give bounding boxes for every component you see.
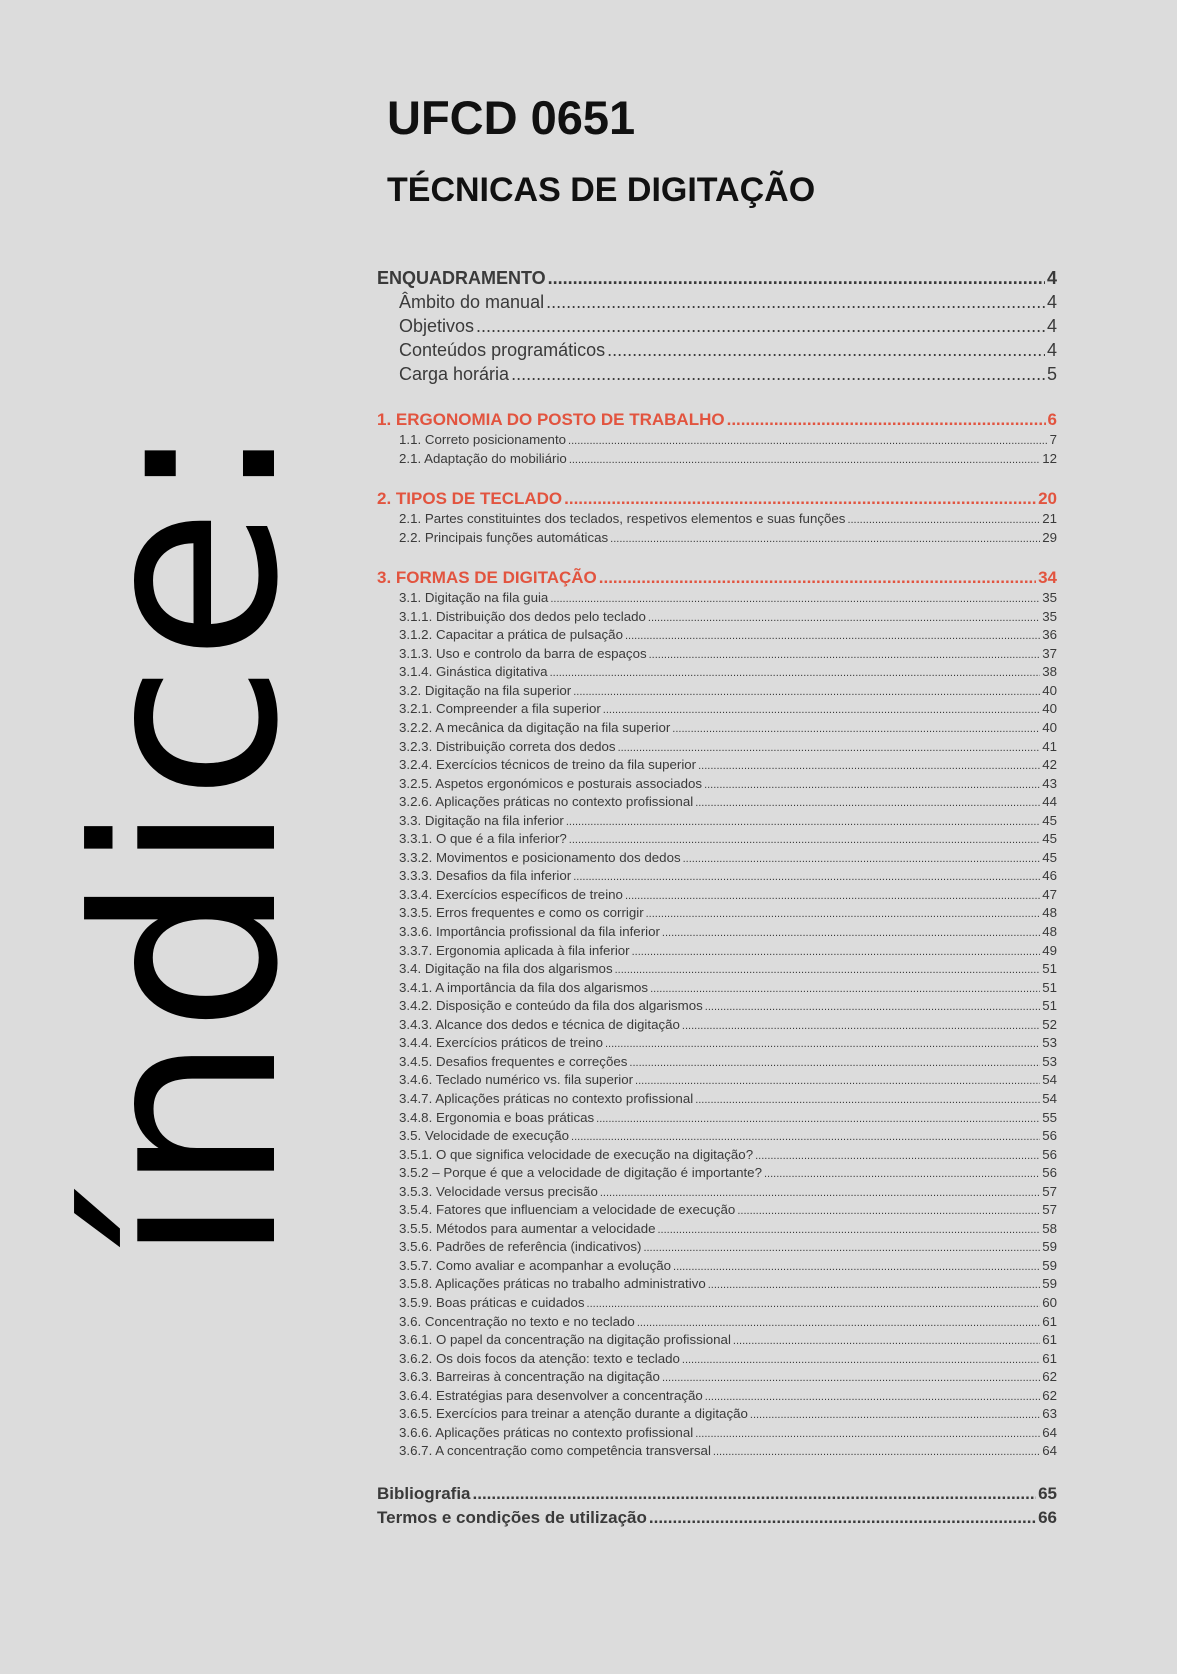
toc-entry-page: 49 <box>1042 942 1057 958</box>
toc-entry[interactable] <box>377 1239 1057 1258</box>
toc-entry-label: 3.2.3. Distribuição correta dos dedos <box>399 738 616 754</box>
toc-entry-label: 3.6.7. A concentração como competência transversal <box>399 1443 711 1459</box>
toc-entry[interactable] <box>377 646 1057 665</box>
table-of-contents <box>377 268 1057 1532</box>
toc-entry-label: 3.3. Digitação na fila inferior <box>399 812 564 828</box>
toc-entry[interactable] <box>377 1484 1057 1508</box>
toc-entry[interactable] <box>377 1054 1057 1073</box>
toc-entry[interactable] <box>377 609 1057 628</box>
toc-entry-page: 56 <box>1042 1165 1057 1181</box>
toc-entry-page: 59 <box>1042 1276 1057 1292</box>
toc-entry-label: 3.5.7. Como avaliar e acompanhar a evolução <box>399 1257 672 1273</box>
toc-entry-page: 64 <box>1042 1424 1057 1440</box>
toc-entry-page: 56 <box>1042 1146 1057 1162</box>
toc-dot-leader <box>649 1508 1036 1528</box>
toc-entry-page: 54 <box>1042 1072 1057 1088</box>
toc-dot-leader <box>550 593 1040 605</box>
toc-entry-label: 3.5. Velocidade de execução <box>399 1128 570 1144</box>
toc-dot-leader <box>603 704 1040 716</box>
toc-dot-leader <box>682 1020 1040 1032</box>
toc-entry-page: 53 <box>1042 1053 1057 1069</box>
toc-entry-label: 1.1. Correto posicionamento <box>399 432 567 447</box>
toc-entry[interactable] <box>377 1406 1057 1425</box>
toc-entry[interactable] <box>377 1221 1057 1240</box>
toc-entry-page: 59 <box>1042 1257 1057 1273</box>
toc-entry-label: Bibliografia <box>377 1483 471 1503</box>
toc-chapter-1-section <box>377 410 1057 469</box>
toc-entry-label: 3.4. Digitação na fila dos algarismos <box>399 961 613 977</box>
toc-entry-label: 3.3.4. Exercícios específicos de treino <box>399 886 623 902</box>
toc-entry-label: 3.4.8. Ergonomia e boas práticas <box>399 1109 595 1125</box>
toc-entry-label: 3.6.1. O papel da concentração na digitação profissional <box>399 1332 731 1348</box>
toc-dot-leader <box>650 983 1040 995</box>
toc-entry-label: 3.3.1. O que é a fila inferior? <box>399 831 567 847</box>
toc-entry-label: ENQUADRAMENTO <box>377 268 546 288</box>
toc-entry[interactable] <box>377 1035 1057 1054</box>
toc-entry-page: 41 <box>1042 738 1057 754</box>
toc-entry[interactable] <box>377 1017 1057 1036</box>
toc-dot-leader <box>605 1038 1040 1050</box>
toc-chapter-2-section <box>377 489 1057 548</box>
toc-entry-page: 61 <box>1042 1350 1057 1366</box>
toc-entry[interactable] <box>377 701 1057 720</box>
toc-entry-label: 3.4.5. Desafios frequentes e correções <box>399 1053 628 1069</box>
toc-entry-page: 45 <box>1042 831 1057 847</box>
toc-entry-label: 3.3.3. Desafios da fila inferior <box>399 868 572 884</box>
toc-entry[interactable] <box>377 1425 1057 1444</box>
toc-entry-label: 2.2. Principais funções automáticas <box>399 529 609 545</box>
toc-entry[interactable] <box>377 568 1057 590</box>
toc-entry-page: 64 <box>1042 1443 1057 1459</box>
toc-entry-page: 53 <box>1042 1035 1057 1051</box>
toc-entry[interactable] <box>377 850 1057 869</box>
toc-dot-leader <box>610 533 1040 545</box>
toc-entry-page: 45 <box>1042 849 1057 865</box>
toc-entry-page: 65 <box>1038 1483 1057 1503</box>
toc-entry-page: 48 <box>1042 905 1057 921</box>
toc-entry-page: 51 <box>1042 998 1057 1014</box>
toc-entry-label: 3.1.4. Ginástica digitativa <box>399 664 548 680</box>
toc-entry-label: 3.5.1. O que significa velocidade de execução na digitação? <box>399 1146 754 1162</box>
toc-entry-label: 3.4.6. Teclado numérico vs. fila superior <box>399 1072 634 1088</box>
toc-entry-page: 34 <box>1038 568 1057 588</box>
toc-entry-page: 38 <box>1042 664 1057 680</box>
toc-entry-page: 51 <box>1042 979 1057 995</box>
toc-entry-label: 3.6.2. Os dois focos da atenção: texto e teclado <box>399 1350 680 1366</box>
toc-dot-leader <box>587 1298 1041 1310</box>
toc-dot-leader <box>615 964 1041 976</box>
toc-dot-leader <box>705 1391 1040 1403</box>
toc-entry-label: 2. TIPOS DE TECLADO <box>377 489 563 509</box>
toc-dot-leader <box>695 1094 1040 1106</box>
toc-entry-label: 3.4.2. Disposição e conteúdo da fila dos algarismos <box>399 998 703 1014</box>
toc-entry-page: 37 <box>1042 645 1057 661</box>
toc-entry[interactable] <box>377 316 1057 340</box>
toc-entry[interactable] <box>377 1332 1057 1351</box>
toc-entry-label: 2.1. Adaptação do mobiliário <box>399 450 567 466</box>
toc-dot-leader <box>625 890 1040 902</box>
toc-dot-leader <box>511 364 1045 385</box>
toc-entry[interactable] <box>377 451 1057 470</box>
toc-entry-label: 3.1. Digitação na fila guia <box>399 590 549 606</box>
toc-dot-leader <box>571 1131 1040 1143</box>
toc-entry-label: 3.5.2 – Porque é que a velocidade de digitação é importante? <box>399 1165 762 1181</box>
toc-entry-page: 51 <box>1042 961 1057 977</box>
toc-entry[interactable] <box>377 1110 1057 1129</box>
toc-entry[interactable] <box>377 776 1057 795</box>
toc-dot-leader <box>847 514 1040 526</box>
toc-entry-page: 62 <box>1042 1369 1057 1385</box>
toc-entry[interactable] <box>377 1184 1057 1203</box>
toc-entry[interactable] <box>377 432 1057 451</box>
toc-entry-page: 54 <box>1042 1090 1057 1106</box>
toc-entry[interactable] <box>377 943 1057 962</box>
toc-entry-page: 48 <box>1042 924 1057 940</box>
toc-entry[interactable] <box>377 757 1057 776</box>
toc-entry-label: 3.1.1. Distribuição dos dedos pelo teclado <box>399 608 646 624</box>
toc-entry-page: 56 <box>1042 1128 1057 1144</box>
toc-entry-page: 21 <box>1042 511 1057 527</box>
toc-dot-leader <box>635 1075 1040 1087</box>
toc-entry-label: 3.2.5. Aspetos ergonómicos e posturais associados <box>399 775 703 791</box>
toc-entry-label: 3.5.6. Padrões de referência (indicativos) <box>399 1239 642 1255</box>
toc-dot-leader <box>564 489 1036 509</box>
toc-entry-page: 7 <box>1049 432 1057 447</box>
toc-entry-label: 3.5.3. Velocidade versus precisão <box>399 1183 598 1199</box>
toc-entry[interactable] <box>377 511 1057 530</box>
toc-entry-page: 57 <box>1042 1183 1057 1199</box>
toc-entry-page: 42 <box>1042 757 1057 773</box>
toc-dot-leader <box>648 612 1040 624</box>
toc-dot-leader <box>705 1001 1040 1013</box>
toc-entry[interactable] <box>377 961 1057 980</box>
toc-entry-page: 63 <box>1042 1406 1057 1422</box>
toc-entry[interactable] <box>377 590 1057 609</box>
toc-dot-leader <box>550 667 1041 679</box>
toc-dot-leader <box>713 1446 1040 1458</box>
toc-entry-label: 3.2.6. Aplicações práticas no contexto profissional <box>399 794 694 810</box>
toc-entry-label: 3.3.5. Erros frequentes e como os corrigir <box>399 905 644 921</box>
toc-entry-label: 3.4.1. A importância da fila dos algarismos <box>399 979 649 995</box>
toc-entry-page: 66 <box>1038 1507 1057 1527</box>
toc-entry-label: 3.6.3. Barreiras à concentração na digitação <box>399 1369 660 1385</box>
toc-entry-label: 3.1.2. Capacitar a prática de pulsação <box>399 627 623 643</box>
toc-dot-leader <box>662 927 1040 939</box>
toc-entry-page: 57 <box>1042 1202 1057 1218</box>
toc-entry-label: Âmbito do manual <box>399 292 545 312</box>
toc-entry[interactable] <box>377 664 1057 683</box>
toc-dot-leader <box>662 1372 1040 1384</box>
toc-intro-section <box>377 268 1057 388</box>
toc-dot-leader <box>607 340 1045 361</box>
toc-entry[interactable] <box>377 739 1057 758</box>
course-title: TÉCNICAS DE DIGITAÇÃO <box>387 171 816 209</box>
toc-entry-page: 29 <box>1042 529 1057 545</box>
toc-entry-label: 3.6. Concentração no texto e no teclado <box>399 1313 635 1329</box>
toc-dot-leader <box>683 853 1041 865</box>
toc-entry-page: 61 <box>1042 1332 1057 1348</box>
toc-entry-page: 40 <box>1042 701 1057 717</box>
toc-entry-page: 58 <box>1042 1220 1057 1236</box>
toc-dot-leader <box>733 1335 1040 1347</box>
toc-dot-leader <box>569 834 1040 846</box>
toc-entry-label: 3.3.7. Ergonomia aplicada à fila inferior <box>399 942 630 958</box>
toc-entry[interactable] <box>377 489 1057 511</box>
toc-entry-page: 55 <box>1042 1109 1057 1125</box>
toc-entry-label: 3.5.8. Aplicações práticas no trabalho administrativo <box>399 1276 706 1292</box>
toc-entry[interactable] <box>377 1165 1057 1184</box>
toc-entry-label: Conteúdos programáticos <box>399 340 606 360</box>
toc-entry-page: 36 <box>1042 627 1057 643</box>
toc-entry-page: 4 <box>1046 316 1057 336</box>
toc-dot-leader <box>750 1409 1040 1421</box>
toc-entry-label: Carga horária <box>399 364 510 384</box>
toc-entry-label: 3.4.7. Aplicações práticas no contexto profissional <box>399 1090 694 1106</box>
toc-entry[interactable] <box>377 1147 1057 1166</box>
toc-entry-page: 35 <box>1042 590 1057 606</box>
toc-entry-label: 3.6.6. Aplicações práticas no contexto profissional <box>399 1424 694 1440</box>
toc-entry[interactable] <box>377 410 1057 432</box>
toc-chapter-3-section <box>377 568 1057 1462</box>
toc-entry[interactable] <box>377 683 1057 702</box>
toc-dot-leader <box>637 1317 1040 1329</box>
toc-entry-label: 3.2.4. Exercícios técnicos de treino da fila superior <box>399 757 697 773</box>
toc-dot-leader <box>573 871 1040 883</box>
toc-entry[interactable] <box>377 868 1057 887</box>
toc-dot-leader <box>695 797 1040 809</box>
toc-entry[interactable] <box>377 924 1057 943</box>
toc-dot-leader <box>649 649 1041 661</box>
toc-entry-label: 1. ERGONOMIA DO POSTO DE TRABALHO <box>377 410 725 429</box>
toc-end-section <box>377 1484 1057 1532</box>
toc-dot-leader <box>708 1279 1040 1291</box>
toc-entry[interactable] <box>377 905 1057 924</box>
toc-entry[interactable] <box>377 1443 1057 1462</box>
toc-dot-leader <box>643 1242 1040 1254</box>
toc-dot-leader <box>704 779 1040 791</box>
toc-dot-leader <box>695 1428 1040 1440</box>
toc-entry[interactable] <box>377 1128 1057 1147</box>
toc-entry[interactable] <box>377 887 1057 906</box>
toc-entry-page: 44 <box>1042 794 1057 810</box>
toc-entry-page: 4 <box>1046 340 1057 360</box>
toc-entry-page: 40 <box>1042 682 1057 698</box>
toc-entry-page: 52 <box>1042 1016 1057 1032</box>
toc-dot-leader <box>568 435 1048 447</box>
toc-entry[interactable] <box>377 530 1057 549</box>
toc-dot-leader <box>672 723 1040 735</box>
toc-entry[interactable] <box>377 1258 1057 1277</box>
toc-entry[interactable] <box>377 1314 1057 1333</box>
toc-entry-label: 3.4.4. Exercícios práticos de treino <box>399 1035 603 1051</box>
toc-entry-label: 2.1. Partes constituintes dos teclados, respetivos elementos e suas funções <box>399 511 846 527</box>
toc-entry[interactable] <box>377 1369 1057 1388</box>
toc-entry-label: 3. FORMAS DE DIGITAÇÃO <box>377 568 597 588</box>
toc-entry[interactable] <box>377 720 1057 739</box>
toc-entry-label: Objetivos <box>399 316 475 336</box>
toc-dot-leader <box>569 454 1040 466</box>
toc-entry-label: 3.5.9. Boas práticas e cuidados <box>399 1294 585 1310</box>
toc-entry[interactable] <box>377 1295 1057 1314</box>
toc-entry[interactable] <box>377 1351 1057 1370</box>
toc-entry-label: 3.3.6. Importância profissional da fila inferior <box>399 924 660 940</box>
toc-entry[interactable] <box>377 627 1057 646</box>
toc-entry-label: 3.2.2. A mecânica da digitação na fila superior <box>399 720 671 736</box>
toc-entry-page: 12 <box>1042 450 1057 466</box>
toc-dot-leader <box>625 630 1040 642</box>
toc-dot-leader <box>546 292 1045 313</box>
toc-dot-leader <box>596 1113 1040 1125</box>
toc-entry[interactable] <box>377 831 1057 850</box>
toc-entry[interactable] <box>377 1276 1057 1295</box>
toc-dot-leader <box>737 1205 1040 1217</box>
toc-dot-leader <box>476 316 1045 337</box>
toc-entry-page: 6 <box>1047 410 1057 429</box>
toc-entry-label: 3.3.2. Movimentos e posicionamento dos dedos <box>399 849 681 865</box>
toc-entry[interactable] <box>377 1508 1057 1532</box>
toc-dot-leader <box>618 742 1041 754</box>
toc-entry-page: 35 <box>1042 608 1057 624</box>
toc-entry[interactable] <box>377 340 1057 364</box>
toc-entry[interactable] <box>377 364 1057 388</box>
toc-entry-page: 40 <box>1042 720 1057 736</box>
toc-entry-page: 62 <box>1042 1387 1057 1403</box>
toc-entry[interactable] <box>377 794 1057 813</box>
toc-dot-leader <box>698 760 1040 772</box>
toc-entry-page: 5 <box>1046 364 1057 384</box>
toc-entry[interactable] <box>377 1072 1057 1091</box>
course-code: UFCD 0651 <box>387 91 636 144</box>
toc-entry[interactable] <box>377 292 1057 316</box>
toc-entry-page: 46 <box>1042 868 1057 884</box>
toc-dot-leader <box>764 1168 1040 1180</box>
toc-entry-page: 59 <box>1042 1239 1057 1255</box>
toc-dot-leader <box>632 946 1041 958</box>
toc-dot-leader <box>600 1187 1040 1199</box>
toc-entry[interactable] <box>377 813 1057 832</box>
toc-dot-leader <box>548 268 1045 289</box>
toc-entry-page: 47 <box>1042 886 1057 902</box>
toc-dot-leader <box>658 1224 1041 1236</box>
toc-entry-label: 3.2.1. Compreender a fila superior <box>399 701 601 717</box>
toc-entry-label: 3.6.5. Exercícios para treinar a atenção durante a digitação <box>399 1406 748 1422</box>
toc-entry-label: 3.5.5. Métodos para aumentar a velocidade <box>399 1220 656 1236</box>
toc-entry[interactable] <box>377 998 1057 1017</box>
toc-entry[interactable] <box>377 1388 1057 1407</box>
toc-entry-page: 61 <box>1042 1313 1057 1329</box>
toc-entry[interactable] <box>377 1202 1057 1221</box>
toc-dot-leader <box>646 908 1041 920</box>
toc-dot-leader <box>629 1057 1040 1069</box>
toc-entry-page: 43 <box>1042 775 1057 791</box>
toc-entry-page: 4 <box>1046 268 1057 288</box>
toc-entry-label: 3.2. Digitação na fila superior <box>399 682 572 698</box>
toc-dot-leader <box>473 1484 1037 1504</box>
toc-dot-leader <box>566 816 1040 828</box>
toc-dot-leader <box>755 1150 1040 1162</box>
toc-dot-leader <box>573 686 1040 698</box>
toc-entry-label: Termos e condições de utilização <box>377 1507 647 1527</box>
toc-dot-leader <box>599 568 1036 588</box>
toc-entry-page: 4 <box>1046 292 1057 312</box>
toc-entry-page: 60 <box>1042 1294 1057 1310</box>
toc-entry-label: 3.1.3. Uso e controlo da barra de espaços <box>399 645 647 661</box>
toc-dot-leader <box>727 410 1046 430</box>
toc-entry-label: 3.6.4. Estratégias para desenvolver a concentração <box>399 1387 703 1403</box>
toc-dot-leader <box>673 1261 1040 1273</box>
index-side-title: índice: <box>42 419 333 1265</box>
toc-entry[interactable] <box>377 1091 1057 1110</box>
toc-entry-label: 3.5.4. Fatores que influenciam a velocidade de execução <box>399 1202 736 1218</box>
toc-dot-leader <box>682 1354 1040 1366</box>
toc-entry-page: 20 <box>1038 489 1057 509</box>
toc-entry-label: 3.4.3. Alcance dos dedos e técnica de digitação <box>399 1016 680 1032</box>
toc-entry[interactable] <box>377 268 1057 292</box>
toc-entry-page: 45 <box>1042 812 1057 828</box>
toc-entry[interactable] <box>377 980 1057 999</box>
